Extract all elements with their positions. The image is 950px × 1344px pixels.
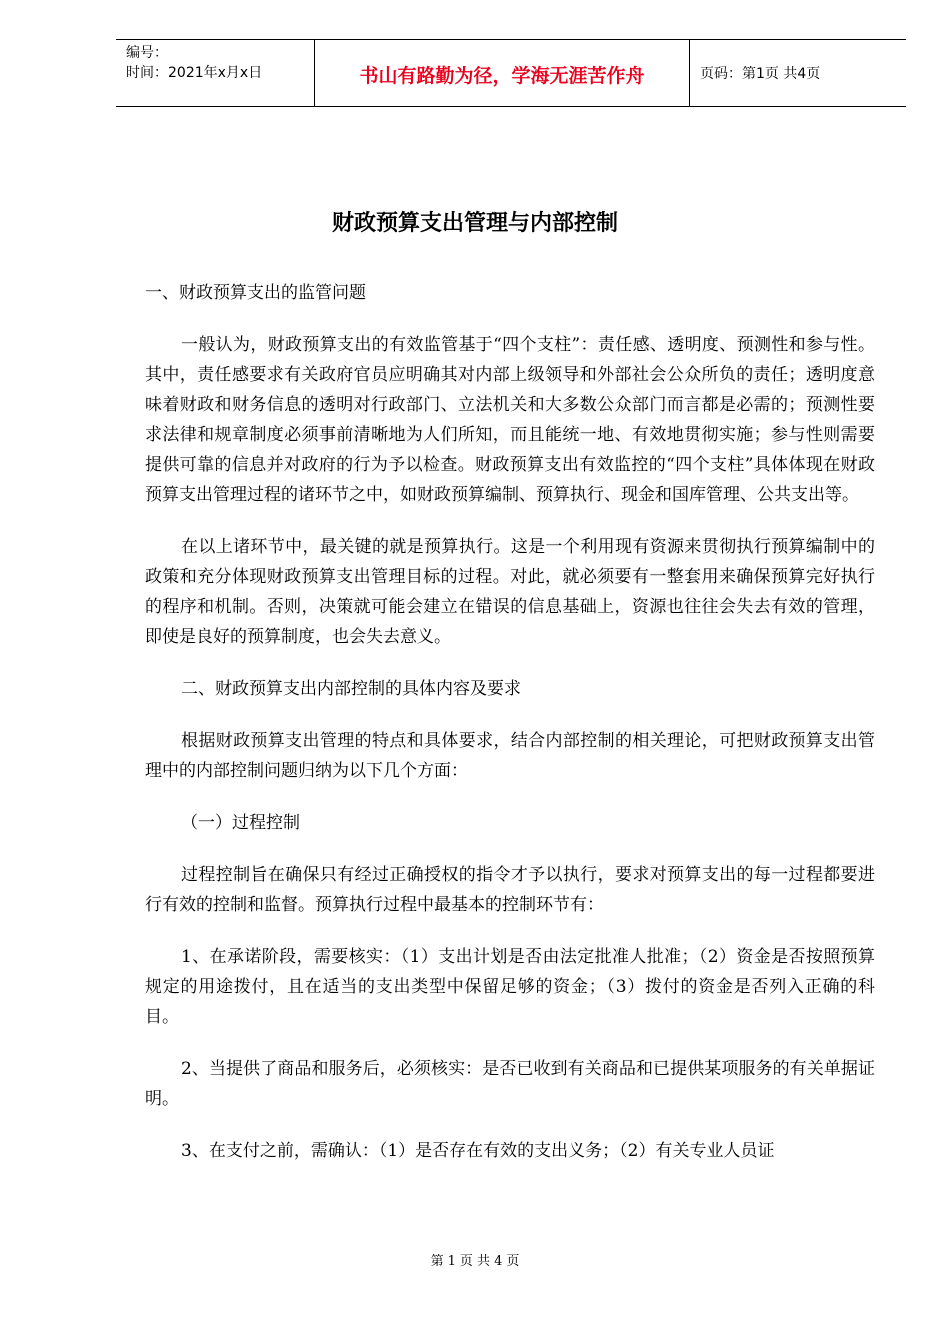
paragraph: 过程控制旨在确保只有经过正确授权的指令才予以执行，要求对预算支出的每一过程都要进行有效的控制和监督。预算执行过程中最基本的控制环节有：: [145, 865, 875, 915]
footer-middle: 页 共: [459, 1254, 491, 1269]
time-label: 时间：2021年x月x日: [126, 65, 263, 81]
code-label: 编号：: [126, 45, 168, 61]
section-heading-2: 二、财政预算支出内部控制的具体内容及要求: [181, 679, 521, 699]
footer-total-pages: 4: [494, 1254, 503, 1269]
document-title: 财政预算支出管理与内部控制: [331, 211, 618, 236]
subsection-heading: （一）过程控制: [181, 813, 300, 833]
paragraph: 根据财政预算支出管理的特点和具体要求，结合内部控制的相关理论，可把财政预算支出管理中的内部控制问题归纳为以下几个方面：: [145, 731, 875, 781]
document-header: [116, 39, 906, 107]
header-meta: [116, 40, 315, 106]
paragraph: 在以上诸环节中，最关键的就是预算执行。这是一个利用现有资源来贯彻执行预算编制中的政策和充分体现财政预算支出管理目标的过程。对此，就必须要有一整套用来确保预算完好执行的程序和机制。否则，决策就可能会建立在错误的信息基础上，资源也往往会失去有效的管理，即使是良好的预算制度，也会失去意义。: [145, 537, 875, 647]
page-footer: [0, 1250, 950, 1269]
footer-suffix: 页: [506, 1254, 520, 1269]
list-item: 3、在支付之前，需确认：（1）是否存在有效的支出义务；（2）有关专业人员证: [181, 1141, 775, 1161]
document-body: [145, 278, 875, 1188]
list-item: 1、在承诺阶段，需要核实：（1）支出计划是否由法定批准人批准；（2）资金是否按照预算规定的用途拨付，且在适当的支出类型中保留足够的资金；（3）拨付的资金是否列入正确的科目。: [145, 947, 875, 1027]
footer-prefix: 第: [430, 1254, 444, 1269]
list-item: 2、当提供了商品和服务后，必须核实：是否已收到有关商品和已提供某项服务的有关单据证明。: [145, 1059, 875, 1109]
paragraph: 一般认为，财政预算支出的有效监管基于“四个支柱”：责任感、透明度、预测性和参与性。其中，责任感要求有关政府官员应明确其对内部上级领导和外部社会公众所负的责任；透明度意味着财政和财务信息的透明对行政部门、立法机关和大多数公众部门而言都是必需的；预测性要求法律和规章制度必须事前清晰地为人们所知，而且能统一地、有效地贯彻实施；参与性则需要提供可靠的信息并对政府的行为予以检查。财政预算支出有效监控的“四个支柱”具体体现在财政预算支出管理过程的诸环节之中，如财政预算编制、预算执行、现金和国库管理、公共支出等。: [145, 335, 875, 505]
footer-page-number: 1: [447, 1254, 456, 1269]
section-heading-1: 一、财政预算支出的监管问题: [145, 283, 366, 303]
header-motto: 书山有路勤为径，学海无涯苦作舟: [315, 40, 690, 106]
header-page-info: 页码：第1页 共4页: [700, 66, 821, 82]
